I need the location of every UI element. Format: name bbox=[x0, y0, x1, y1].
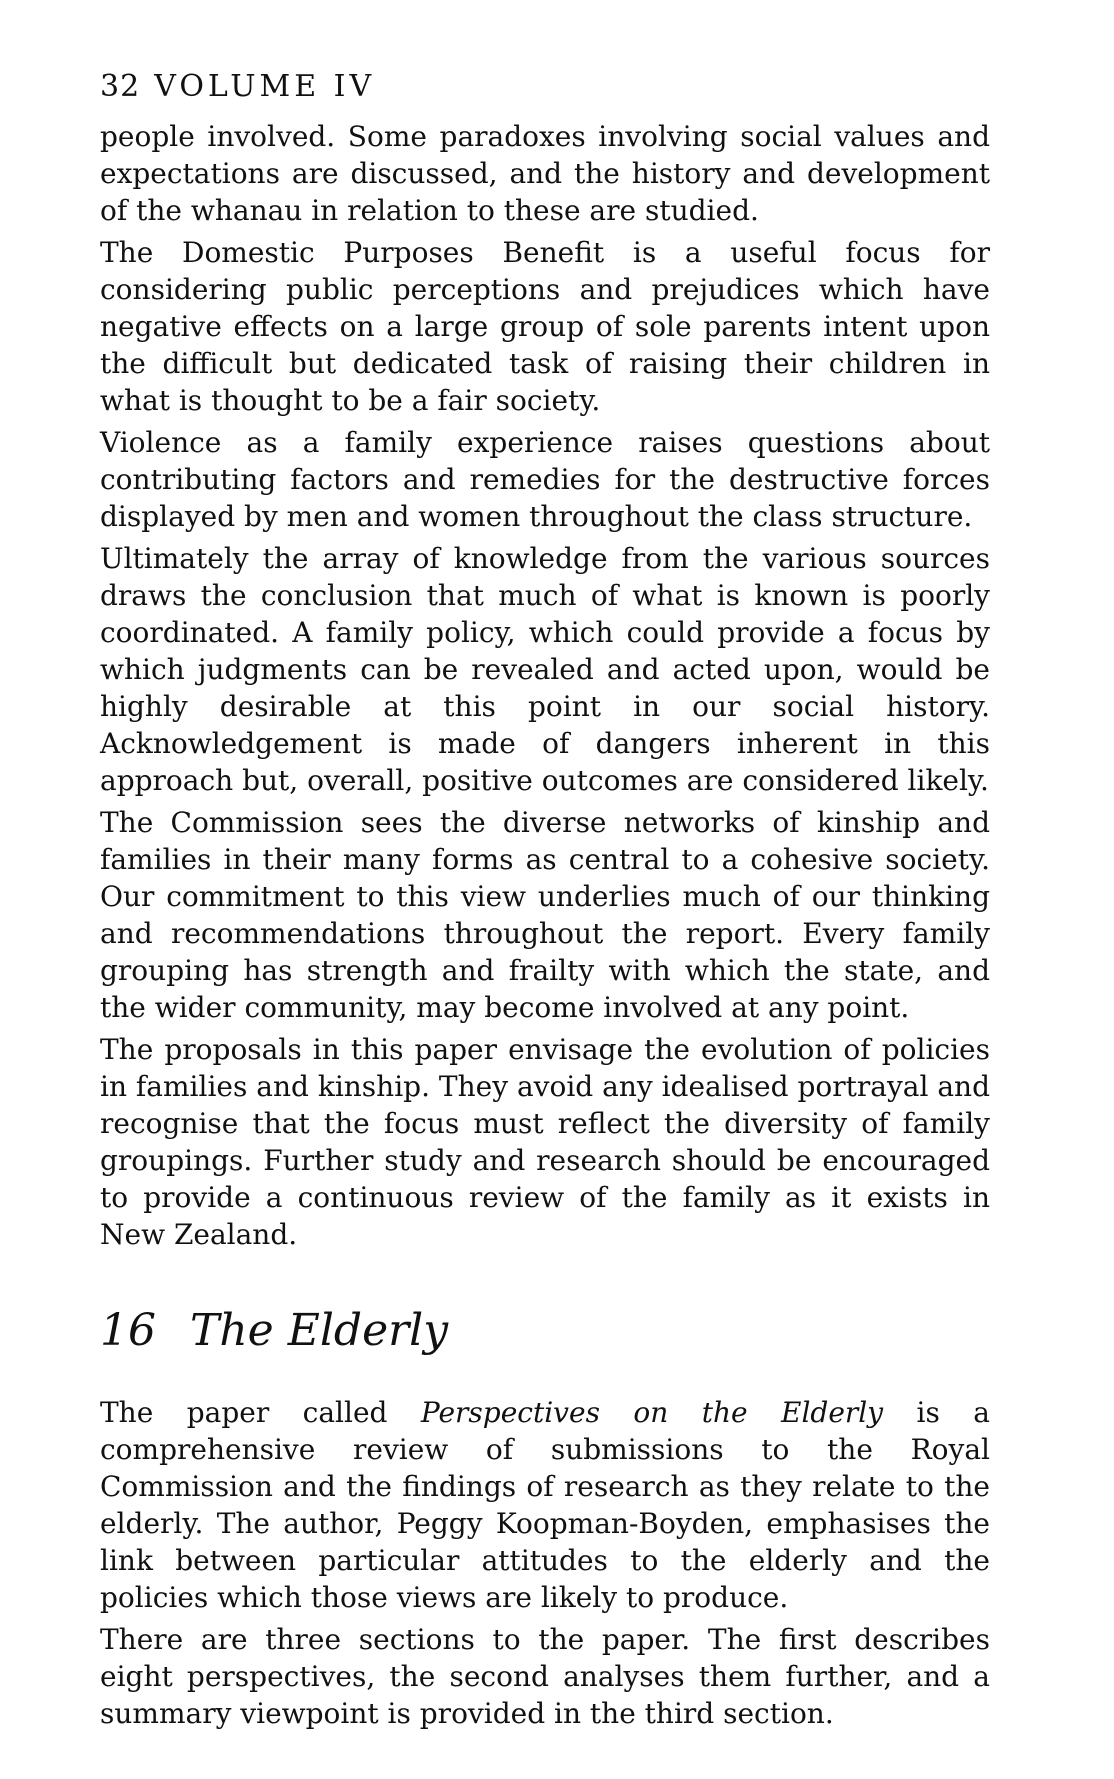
paper-title: Perspectives on the Elderly bbox=[420, 1395, 884, 1429]
paragraph-elderly-intro bbox=[100, 1394, 990, 1616]
section-heading bbox=[100, 1305, 990, 1358]
paragraph-domestic-purposes-benefit: The Domestic Purposes Benefit is a useful focus for considering public perceptions and prejudices which have negative effects on a large group of sole parents intent upon the difficult but dedicated task of raising their children in what is thought to be a fair society. bbox=[100, 236, 990, 417]
paragraph-violence: Violence as a family experience raises questions about contributing factors and remedies for the destructive forces displayed by men and women throughout the class structure. bbox=[100, 426, 990, 533]
paragraph-elderly-sections: There are three sections to the paper. The first describes eight perspectives, the second analyses them further, and a summary viewpoint is provided in the third section. bbox=[100, 1622, 990, 1730]
section-number: 16 bbox=[100, 1305, 156, 1356]
paragraph-continued: people involved. Some paradoxes involving social values and expectations are discussed, and the history and development of the whanau in relation to these are studied. bbox=[100, 120, 990, 227]
section-title: The Elderly bbox=[190, 1305, 449, 1356]
running-head bbox=[100, 69, 990, 104]
page bbox=[100, 69, 990, 1737]
intro-text-after: is a comprehensive review of submissions to the Royal Commission and the findings of research as they relate to the elderly. The author, Peggy Koopman-Boyden, emphasises the link between particular attitudes to the elderly and the policies which those views are likely to produce. bbox=[100, 1395, 990, 1614]
volume-label: VOLUME IV bbox=[154, 69, 376, 104]
paragraph-commission: The Commission sees the diverse networks of kinship and families in their many forms as central to a cohesive society. Our commitment to this view underlies much of our thinking and recommendations throughout the report. Every family grouping has strength and frailty with which the state, and the wider community, may become involved at any point. bbox=[100, 806, 990, 1024]
intro-text-before: The paper called bbox=[100, 1395, 421, 1429]
paragraph-knowledge: Ultimately the array of knowledge from the various sources draws the conclusion that much of what is known is poorly coordinated. A family policy, which could provide a focus by which judgments can be revealed and acted upon, would be highly desirable at this point in our social history. Acknowledgement is made of dangers inherent in this approach but, overall, positive outcomes are considered likely. bbox=[100, 542, 990, 797]
page-number: 32 bbox=[100, 69, 141, 104]
paragraph-proposals: The proposals in this paper envisage the evolution of policies in families and kinship. They avoid any idealised portrayal and recognise that the focus must reflect the diversity of family groupings. Further study and research should be encouraged to provide a continuous review of the family as it exists in New Zealand. bbox=[100, 1033, 990, 1251]
